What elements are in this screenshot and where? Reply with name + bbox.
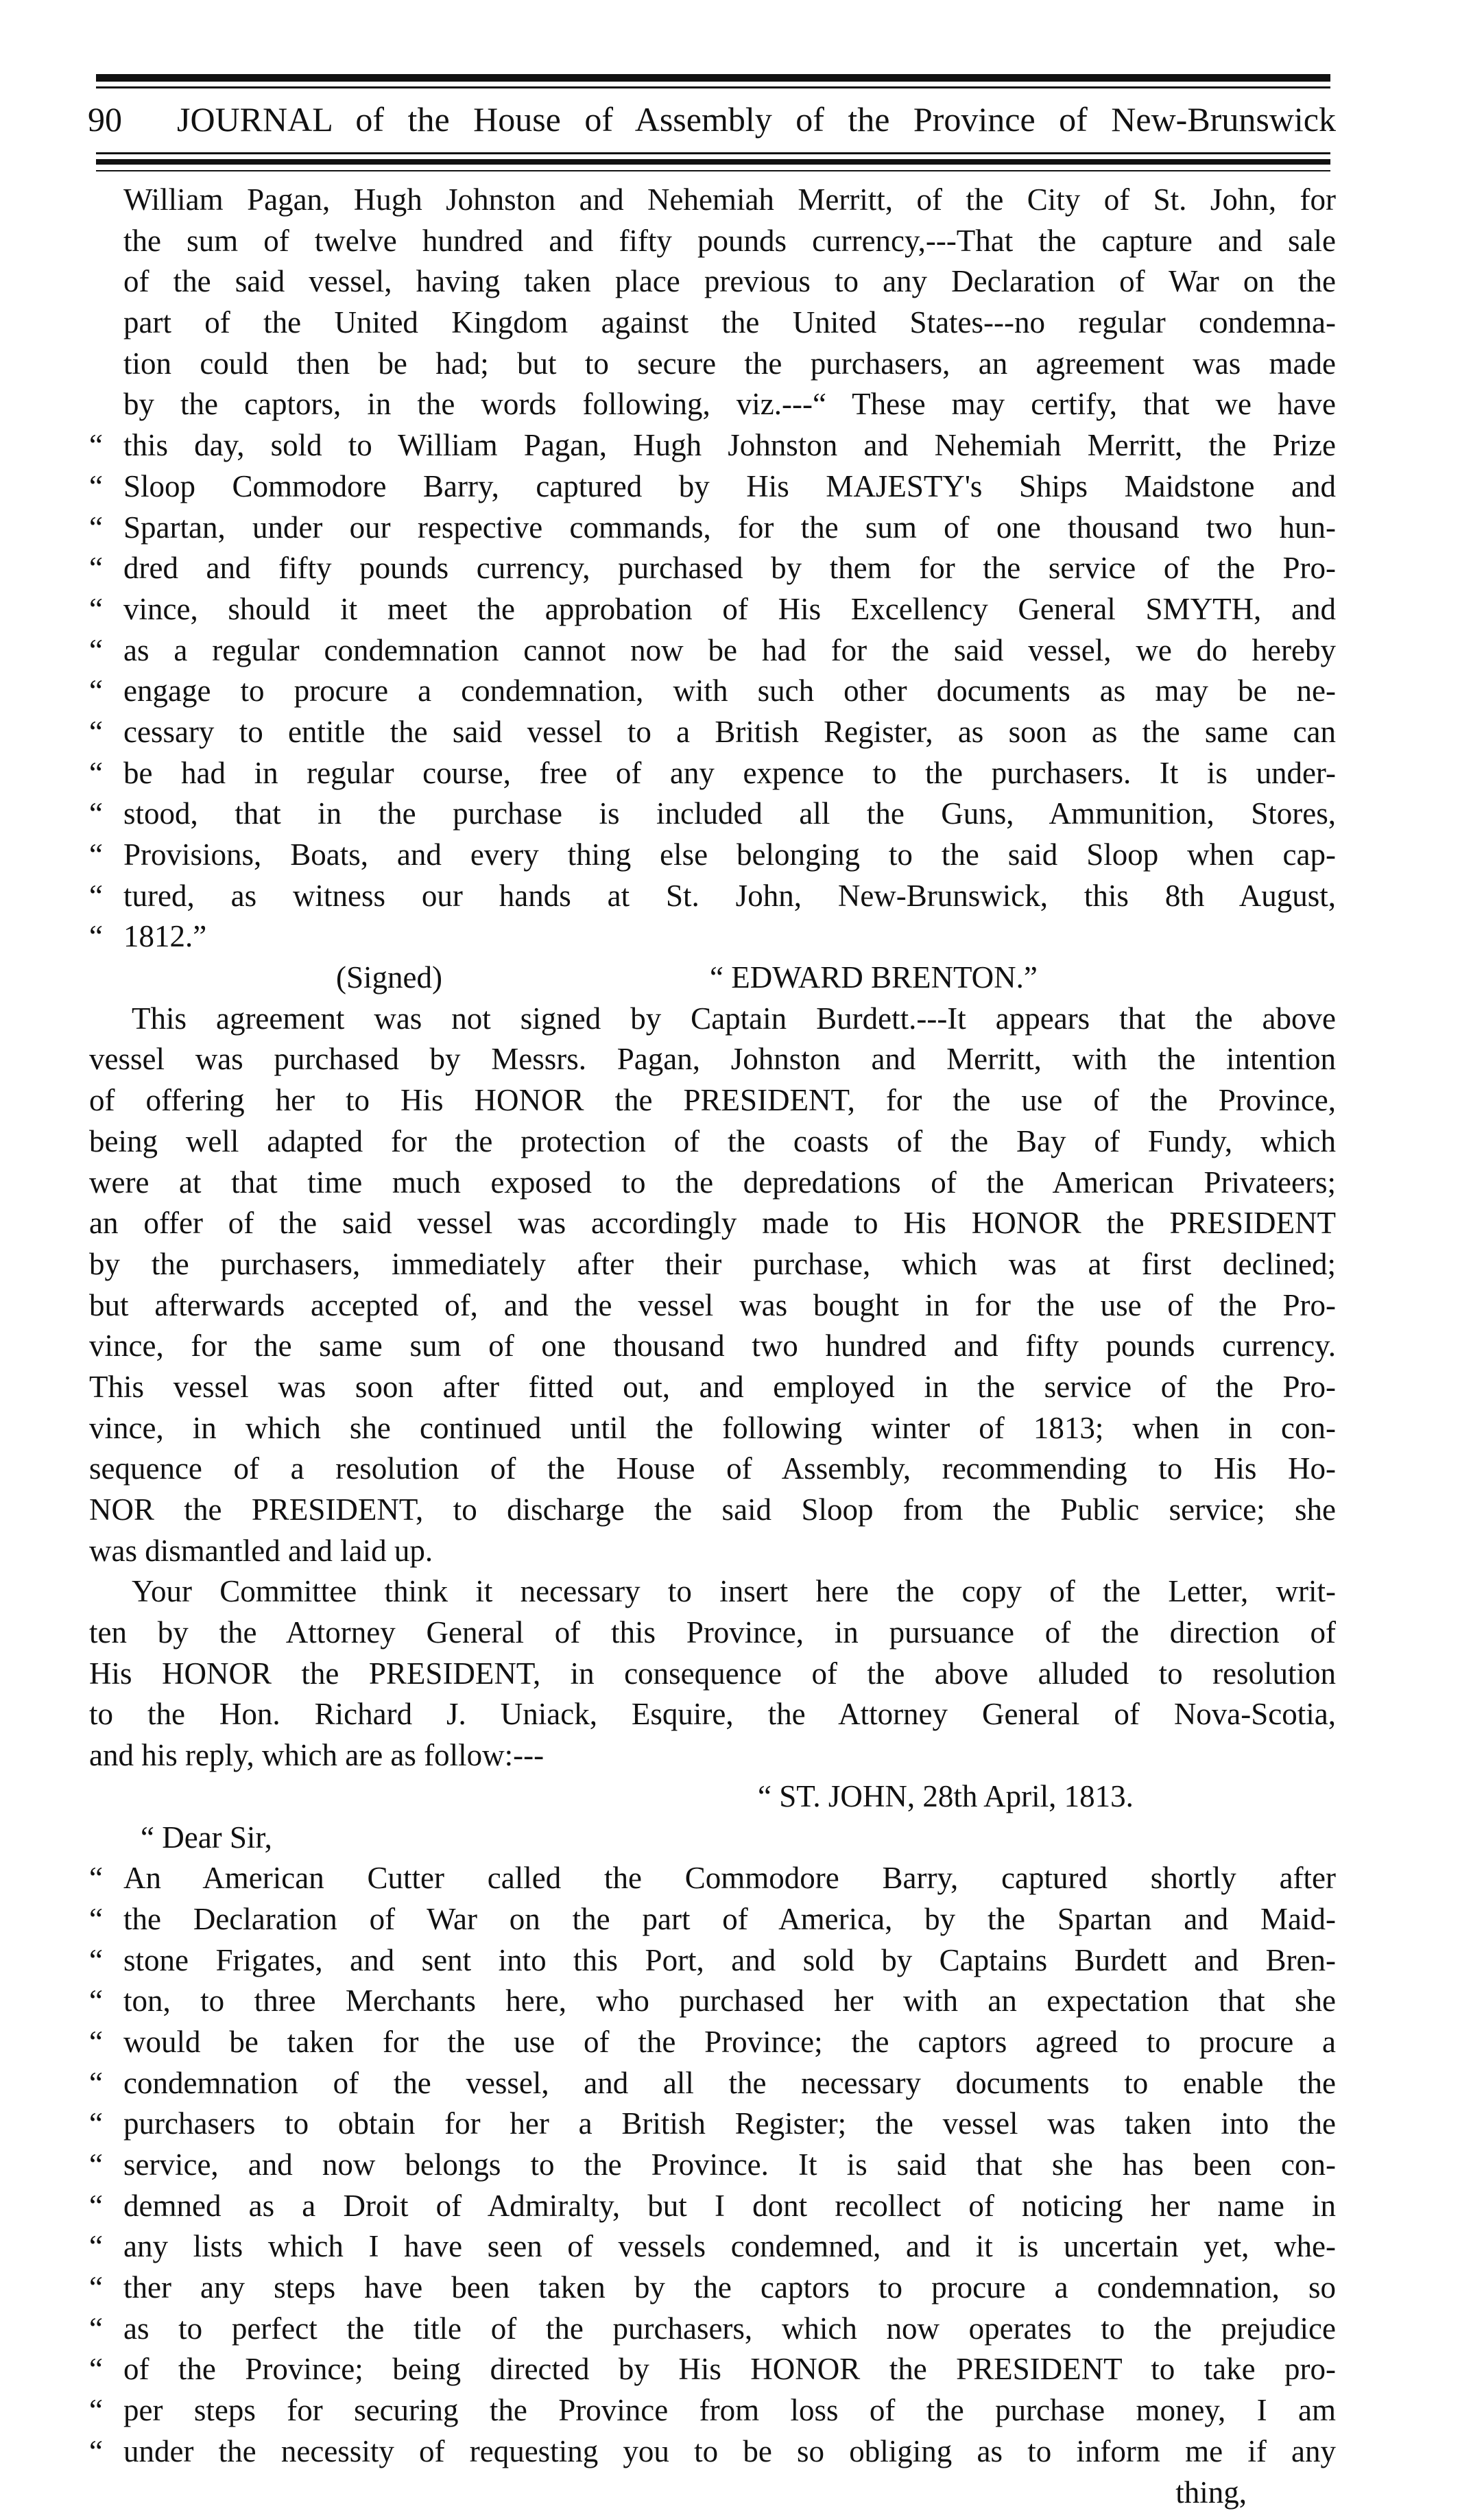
text-line xyxy=(89,261,1336,302)
quote-mark: “ xyxy=(89,2390,123,2431)
quote-mark: “ xyxy=(89,1981,123,2022)
line-text: ther any steps have been taken by the captors to procure a condemnation, so xyxy=(123,2270,1336,2304)
line-text: but afterwards accepted of, and the vessel was bought in for the use of the Pro- xyxy=(89,1288,1336,1322)
line-text: per steps for securing the Province from loss of the purchase money, I am xyxy=(123,2393,1336,2427)
line-text: tured, as witness our hands at St. John, New-Brunswick, this 8th August, xyxy=(123,879,1336,913)
line-text: dred and fifty pounds currency, purchased by them for the service of the Pro- xyxy=(123,551,1336,585)
line-text: was dismantled and laid up. xyxy=(89,1534,433,1568)
quote-mark: “ xyxy=(89,794,123,835)
line-text: Your Committee think it necessary to insert here the copy of the Letter, writ- xyxy=(132,1574,1336,1608)
line-text: any lists which I have seen of vessels condemned, and it is uncertain yet, whe- xyxy=(123,2229,1336,2263)
quote-mark: “ xyxy=(89,466,123,508)
line-text: and his reply, which are as follow:--- xyxy=(89,1738,544,1772)
text-line xyxy=(89,302,1336,344)
signed-label: (Signed) xyxy=(336,957,442,999)
line-text: purchasers to obtain for her a British Register; the vessel was taken into the xyxy=(123,2106,1336,2141)
quote-mark: “ xyxy=(89,1858,123,1899)
text-line xyxy=(89,2390,1336,2431)
line-text: by the purchasers, immediately after their purchase, which was at first declined; xyxy=(89,1247,1336,1281)
line-text: Provisions, Boats, and every thing else belonging to the said Sloop when cap- xyxy=(123,837,1336,872)
text-line xyxy=(89,2309,1336,2350)
catchword: thing, xyxy=(89,2473,1336,2513)
text-line xyxy=(89,1531,1336,1572)
text-line xyxy=(89,2226,1336,2267)
line-text: Spartan, under our respective commands, for the sum of one thousand two hun- xyxy=(123,510,1336,545)
text-line xyxy=(89,384,1336,425)
top-rule-thick xyxy=(96,74,1330,82)
text-line xyxy=(89,1899,1336,1940)
line-text: as a regular condemnation cannot now be had for the said vessel, we do hereby xyxy=(123,633,1336,667)
text-line xyxy=(89,508,1336,549)
quote-mark: “ xyxy=(89,2022,123,2063)
line-text: part of the United Kingdom against the United States---no regular condemna- xyxy=(123,305,1336,340)
line-text: This agreement was not signed by Captain Burdett.---It appears that the above xyxy=(132,1001,1336,1036)
quote-mark: “ xyxy=(89,712,123,753)
letter-dateline: “ ST. JOHN, 28th April, 1813. xyxy=(89,1776,1336,1818)
text-line xyxy=(89,1694,1336,1735)
header-rule-thin xyxy=(96,152,1330,154)
text-line xyxy=(89,916,1336,957)
text-line xyxy=(89,1571,1336,1612)
quote-mark: “ xyxy=(89,508,123,549)
text-line xyxy=(89,1163,1336,1204)
text-line xyxy=(89,1121,1336,1163)
quote-mark: “ xyxy=(89,2431,123,2473)
quote-mark: “ xyxy=(89,548,123,589)
line-text: service, and now belongs to the Province. It is said that she has been con- xyxy=(123,2147,1336,2182)
quote-mark: “ xyxy=(89,2226,123,2267)
line-text: ten by the Attorney General of this Province, in pursuance of the direction of xyxy=(89,1615,1336,1649)
header-rule-thick xyxy=(96,159,1330,165)
line-text: stone Frigates, and sent into this Port, and sold by Captains Burdett and Bren- xyxy=(123,1943,1336,1977)
text-line xyxy=(89,1408,1336,1449)
line-text: 1812.” xyxy=(123,919,206,953)
text-line xyxy=(89,1326,1336,1367)
line-text: to the Hon. Richard J. Uniack, Esquire, the Attorney General of Nova-Scotia, xyxy=(89,1697,1336,1731)
quote-mark: “ xyxy=(89,835,123,876)
text-line xyxy=(89,1654,1336,1695)
text-line xyxy=(89,2267,1336,2309)
text-line xyxy=(89,1858,1336,1899)
text-line xyxy=(89,1981,1336,2022)
text-line xyxy=(89,1203,1336,1244)
text-line xyxy=(89,466,1336,508)
text-line xyxy=(89,221,1336,262)
line-text: An American Cutter called the Commodore Barry, captured shortly after xyxy=(123,1861,1336,1895)
text-line xyxy=(89,1940,1336,1981)
text-line xyxy=(89,753,1336,794)
line-text: of the Province; being directed by His HONOR the PRESIDENT to take pro- xyxy=(123,2352,1336,2386)
text-line xyxy=(89,1244,1336,1285)
line-text: William Pagan, Hugh Johnston and Nehemiah Merritt, of the City of St. John, for xyxy=(123,182,1336,217)
text-line xyxy=(89,2063,1336,2104)
line-text: stood, that in the purchase is included all the Guns, Ammunition, Stores, xyxy=(123,796,1336,831)
line-text: This vessel was soon after fitted out, and employed in the service of the Pro- xyxy=(89,1370,1336,1404)
quote-mark: “ xyxy=(89,671,123,712)
running-title: JOURNAL of the House of Assembly of the Province of New-Brunswick xyxy=(177,91,1336,148)
quote-mark: “ xyxy=(89,2104,123,2145)
top-rule-thin xyxy=(96,86,1330,88)
quote-mark: “ xyxy=(89,753,123,794)
quote-mark: “ xyxy=(89,2309,123,2350)
line-text: be had in regular course, free of any expence to the purchasers. It is under- xyxy=(123,756,1336,790)
line-text: vince, in which she continued until the following winter of 1813; when in con- xyxy=(89,1411,1336,1445)
quote-mark: “ xyxy=(89,916,123,957)
letter-salutation: “ Dear Sir, xyxy=(89,1818,1336,1859)
text-line xyxy=(89,999,1336,1040)
line-text: engage to procure a condemnation, with such other documents as may be ne- xyxy=(123,674,1336,708)
header-rule-hairline xyxy=(96,170,1330,171)
line-text: were at that time much exposed to the depredations of the American Privateers; xyxy=(89,1165,1336,1200)
quote-mark: “ xyxy=(89,1940,123,1981)
line-text: cessary to entitle the said vessel to a British Register, as soon as the same can xyxy=(123,715,1336,749)
line-text: as to perfect the title of the purchasers, which now operates to the prejudice xyxy=(123,2311,1336,2346)
signature-line xyxy=(89,957,1336,999)
text-line xyxy=(89,1367,1336,1408)
agreement-paragraph xyxy=(89,180,1336,957)
running-header xyxy=(88,91,1336,148)
text-line xyxy=(89,180,1336,221)
quote-mark: “ xyxy=(89,876,123,917)
line-text: vince, should it meet the approbation of His Excellency General SMYTH, and xyxy=(123,592,1336,626)
line-text: Sloop Commodore Barry, captured by His MAJESTY's Ships Maidstone and xyxy=(123,469,1336,503)
line-text: this day, sold to William Pagan, Hugh Johnston and Nehemiah Merritt, the Prize xyxy=(123,428,1336,462)
text-line xyxy=(89,344,1336,385)
line-text: of the said vessel, having taken place previous to any Declaration of War on the xyxy=(123,264,1336,298)
line-text: sequence of a resolution of the House of Assembly, recommending to His Ho- xyxy=(89,1451,1336,1486)
quote-mark: “ xyxy=(89,2063,123,2104)
quote-mark: “ xyxy=(89,2349,123,2390)
line-text: an offer of the said vessel was accordingly made to His HONOR the PRESIDENT xyxy=(89,1206,1336,1240)
line-text: condemnation of the vessel, and all the necessary documents to enable the xyxy=(123,2066,1336,2100)
text-line xyxy=(89,1285,1336,1326)
text-line xyxy=(89,2104,1336,2145)
quote-mark: “ xyxy=(89,2145,123,2186)
text-line xyxy=(89,876,1336,917)
line-text: of offering her to His HONOR the PRESIDENT, for the use of the Province, xyxy=(89,1083,1336,1117)
line-text: demned as a Droit of Admiralty, but I dont recollect of noticing her name in xyxy=(123,2189,1336,2223)
text-line xyxy=(89,2431,1336,2473)
quote-mark: “ xyxy=(89,630,123,671)
quote-mark: “ xyxy=(89,2186,123,2227)
text-line xyxy=(89,2349,1336,2390)
line-text: the Declaration of War on the part of America, by the Spartan and Maid- xyxy=(123,1902,1336,1936)
line-text: would be taken for the use of the Province; the captors agreed to procure a xyxy=(123,2025,1336,2059)
text-line xyxy=(89,2186,1336,2227)
line-text: the sum of twelve hundred and fifty pounds currency,---That the capture and sale xyxy=(123,224,1336,258)
text-line xyxy=(89,1735,1336,1776)
line-text: NOR the PRESIDENT, to discharge the said Sloop from the Public service; she xyxy=(89,1492,1336,1527)
text-line xyxy=(89,589,1336,630)
text-line xyxy=(89,1490,1336,1531)
text-line xyxy=(89,1080,1336,1121)
text-line xyxy=(89,794,1336,835)
text-line xyxy=(89,2145,1336,2186)
quote-mark: “ xyxy=(89,425,123,466)
letter-body xyxy=(89,1858,1336,2472)
text-line xyxy=(89,548,1336,589)
line-text: ton, to three Merchants here, who purchased her with an expectation that she xyxy=(123,1984,1336,2018)
quote-mark: “ xyxy=(89,589,123,630)
text-line xyxy=(89,712,1336,753)
line-text: tion could then be had; but to secure the purchasers, an agreement was made xyxy=(123,346,1336,381)
line-text: vince, for the same sum of one thousand two hundred and fifty pounds currency. xyxy=(89,1329,1336,1363)
line-text: being well adapted for the protection of the coasts of the Bay of Fundy, which xyxy=(89,1124,1336,1158)
signatory-name: “ EDWARD BRENTON.” xyxy=(710,957,1038,999)
body-text xyxy=(89,180,1336,2513)
text-line xyxy=(89,2022,1336,2063)
line-text: under the necessity of requesting you to be so obliging as to inform me if any xyxy=(123,2434,1336,2468)
line-text: by the captors, in the words following, viz.---“ These may certify, that we have xyxy=(123,387,1336,421)
text-line xyxy=(89,1612,1336,1654)
quote-mark: “ xyxy=(89,2267,123,2309)
text-line xyxy=(89,1449,1336,1490)
page-number: 90 xyxy=(88,91,122,148)
text-line xyxy=(89,425,1336,466)
text-line xyxy=(89,1039,1336,1080)
line-text: His HONOR the PRESIDENT, in consequence of the above alluded to resolution xyxy=(89,1656,1336,1691)
line-text: vessel was purchased by Messrs. Pagan, Johnston and Merritt, with the intention xyxy=(89,1042,1336,1076)
text-line xyxy=(89,835,1336,876)
text-line xyxy=(89,671,1336,712)
text-line xyxy=(89,630,1336,671)
committee-paragraphs xyxy=(89,999,1336,1776)
quote-mark: “ xyxy=(89,1899,123,1940)
